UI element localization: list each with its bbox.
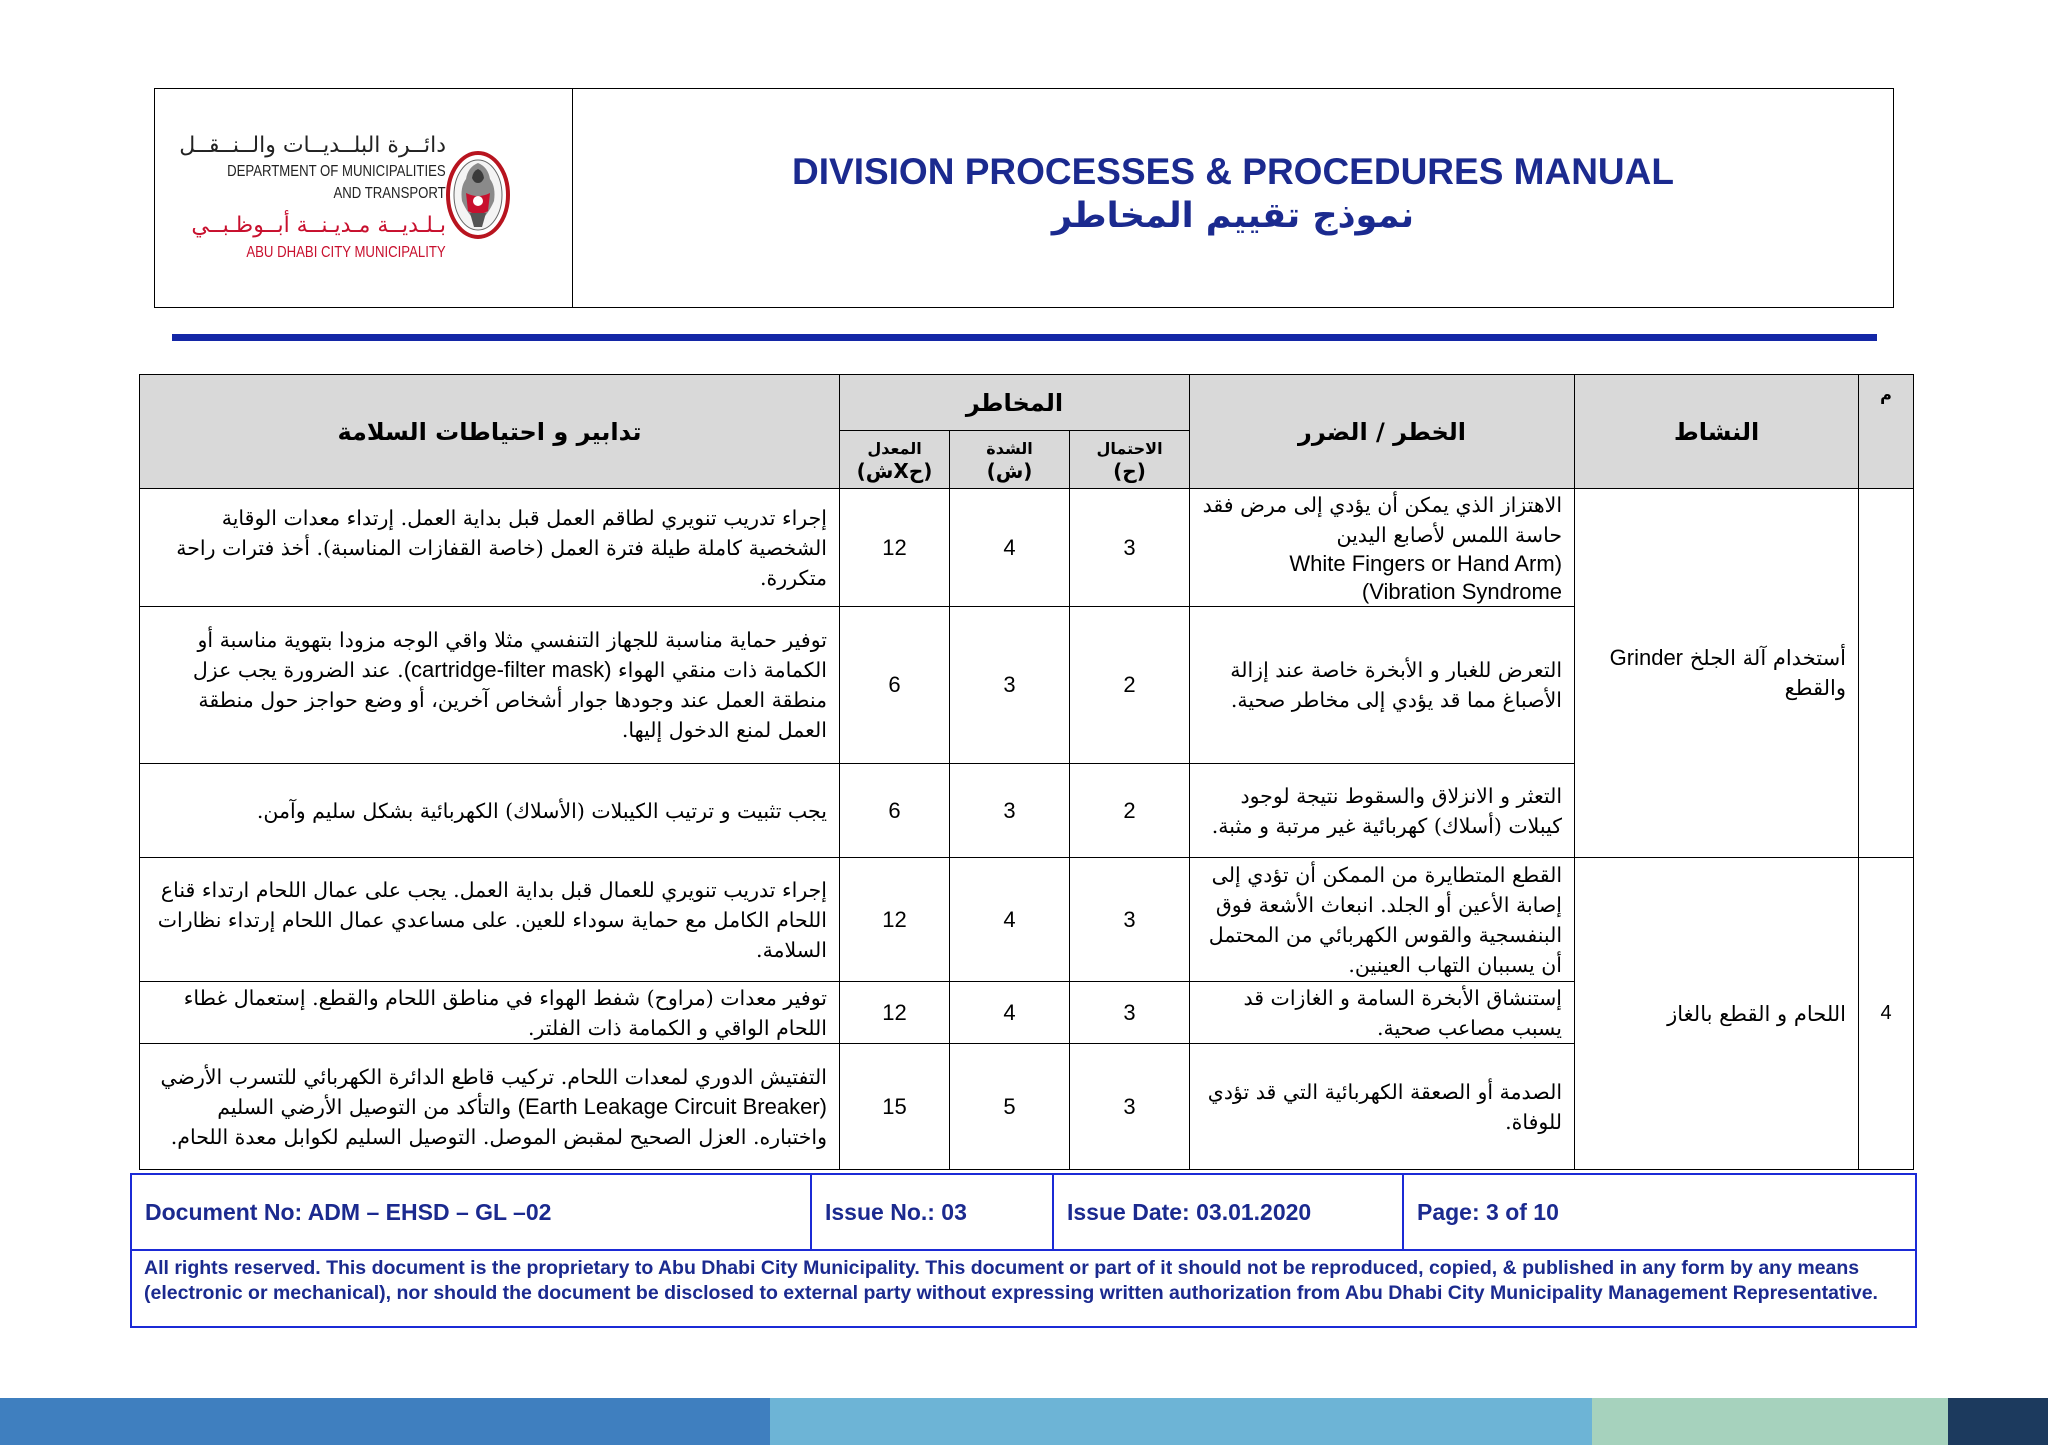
municipality-logo [155, 89, 573, 307]
header-severity [950, 431, 1070, 489]
header-rate-label: المعدل [867, 438, 922, 458]
footer-info-row [132, 1175, 1915, 1251]
table-header-row [140, 375, 1914, 431]
rights-notice: All rights reserved. This document is the proprietary to Abu Dhabi City Municipality. This document or part of it should not be reproduced, copied, & published in any form by any means (electronic or mechanical), nor should the document be disclosed to external party without expressing written authorization from Abu Dhabi City Municipality Management Representative. [144, 1257, 1878, 1304]
hazard-cell: القطع المتطايرة من الممكن أن تؤدي إلى إصابة الأعين أو الجلد. انبعاث الأشعة فوق البنفسجية والقوس الكهربائي من المحتمل أن يسببان التهاب العينين. [1190, 858, 1575, 982]
row-index [1859, 489, 1914, 858]
hazard-cell: إستنشاق الأبخرة السامة و الغازات قد يسبب مصاعب صحية. [1190, 982, 1575, 1044]
controls-text-cont: . عند الضرورة يجب عزل منطقة العمل عند وجودها جوار أشخاص آخرين، أو وضع حواجز حول منطقة العمل لمنع الدخول إليها. [192, 658, 827, 742]
severity-cell: 4 [950, 982, 1070, 1044]
severity-cell: 5 [950, 1044, 1070, 1170]
controls-cell [140, 607, 840, 764]
severity-cell: 4 [950, 858, 1070, 982]
probability-cell: 3 [1070, 1044, 1190, 1170]
falcon-emblem-icon [444, 143, 512, 243]
rate-cell: 12 [840, 982, 950, 1044]
document-footer [130, 1173, 1917, 1328]
probability-cell: 2 [1070, 764, 1190, 858]
risk-assessment-table [139, 374, 1914, 1170]
issue-date: Issue Date: 03.01.2020 [1054, 1175, 1404, 1249]
manual-title-english: DIVISION PROCESSES & PROCEDURES MANUAL [792, 151, 1674, 192]
activity-cell [1575, 489, 1859, 858]
rate-cell: 6 [840, 764, 950, 858]
controls-cell: إجراء تدريب تنويري للعمال قبل بداية العمل. يجب على عمال اللحام ارتداء قناع اللحام الكامل مع حماية سوداء للعين. على مساعدي عمال اللحام إرتداء نظارات السلامة. [140, 858, 840, 982]
logo-english-municipality: ABU DHABI CITY MUNICIPALITY [246, 244, 446, 261]
issue-number: Issue No.: 03 [812, 1175, 1054, 1249]
manual-title-arabic: نموذج تقييم المخاطر [1051, 196, 1415, 236]
logo-arabic-municipality: بـلـديــة مـديـنــة أبــوظـبــي [191, 213, 446, 238]
activity-cell: اللحام و القطع بالغاز [1575, 858, 1859, 1170]
document-number: Document No: ADM – EHSD – GL –02 [132, 1175, 812, 1249]
header-probability-symbol: (ح) [1113, 458, 1146, 483]
severity-cell: 3 [950, 764, 1070, 858]
controls-cell: إجراء تدريب تنويري لطاقم العمل قبل بداية العمل. إرتداء معدات الوقاية الشخصية كاملة طيلة فترة العمل (خاصة القفازات المناسبة). أخذ فترات راحة متكررة. [140, 489, 840, 607]
header-severity-label: الشدة [986, 438, 1033, 458]
header-divider [172, 334, 1877, 341]
rate-cell: 15 [840, 1044, 950, 1170]
logo-arabic-department: دائــرة البلــديــات والــنــقــل [179, 133, 446, 158]
rate-cell: 6 [840, 607, 950, 764]
header-probability [1070, 431, 1190, 489]
header-index: م [1859, 375, 1914, 489]
controls-english-text: (cartridge-filter mask) [403, 657, 612, 682]
footer-band-segment [770, 1398, 1592, 1445]
header-risks: المخاطر [840, 375, 1190, 431]
logo-english-transport: AND TRANSPORT [333, 185, 446, 202]
header-probability-label: الاحتمال [1096, 438, 1163, 458]
controls-cell [140, 1044, 840, 1170]
hazard-text: الاهتزاز الذي يمكن أن يؤدي إلى مرض فقد حاسة اللمس لأصابع اليدين [1202, 492, 1563, 547]
footer-band-segment [1948, 1398, 2048, 1445]
manual-title-block [573, 89, 1893, 307]
activity-english: Grinder [1609, 645, 1683, 670]
severity-cell: 3 [950, 607, 1070, 764]
probability-cell: 3 [1070, 858, 1190, 982]
activity-arabic: أستخدام آلة الجلخ [1689, 646, 1847, 670]
header-severity-symbol: (ش) [986, 458, 1033, 483]
hazard-cell: الصدمة أو الصعقة الكهربائية التي قد تؤدي للوفاة. [1190, 1044, 1575, 1170]
footer-band-segment [0, 1398, 770, 1445]
table-row [140, 858, 1914, 982]
controls-english-text: (Earth Leakage Circuit Breaker) [517, 1093, 827, 1119]
activity-arabic-cont: والقطع [1784, 676, 1847, 700]
header-activity: النشاط [1575, 375, 1859, 489]
footer-band-segment [1592, 1398, 1948, 1445]
rate-cell: 12 [840, 489, 950, 607]
probability-cell: 3 [1070, 489, 1190, 607]
rate-cell: 12 [840, 858, 950, 982]
severity-cell: 4 [950, 489, 1070, 607]
header-rate [840, 431, 950, 489]
logo-english-department: DEPARTMENT OF MUNICIPALITIES [227, 163, 446, 180]
hazard-cell: التعرض للغبار و الأبخرة خاصة عند إزالة الأصباغ مما قد يؤدي إلى مخاطر صحية. [1190, 607, 1575, 764]
header-rate-symbol: (حXش) [856, 458, 933, 483]
document-header [154, 88, 1894, 308]
controls-text: توفير حماية مناسبة للجهاز التنفسي مثلا واقي الوجه مزودا بتهوية مناسبة أو الكمامة ذات منقي الهواء [197, 628, 827, 682]
header-controls: تدابير و احتياطات السلامة [140, 375, 840, 489]
probability-cell: 3 [1070, 982, 1190, 1044]
hazard-cell [1190, 489, 1575, 607]
controls-text: التفتيش الدوري لمعدات اللحام. تركيب قاطع الدائرة الكهربائي للتسرب الأرضي [160, 1064, 827, 1089]
controls-text-cont: والتأكد من التوصيل الأرضي السليم واختباره. العزل الصحيح لمقبض الموصل. التوصيل السليم لكوابل معدة اللحام. [170, 1094, 827, 1149]
header-hazard: الخطر / الضرر [1190, 375, 1575, 489]
probability-cell: 2 [1070, 607, 1190, 764]
table-row [140, 489, 1914, 607]
row-index: 4 [1859, 858, 1914, 1170]
page-number: Page: 3 of 10 [1417, 1198, 1559, 1225]
logo-wordmark [179, 131, 446, 263]
controls-cell: توفير معدات (مراوح) شفط الهواء في مناطق اللحام والقطع. إستعمال غطاء اللحام الواقي و الكمامة ذات الفلتر. [140, 982, 840, 1044]
hazard-cell: التعثر و الانزلاق والسقوط نتيجة لوجود كيبلات (أسلاك) كهربائية غير مرتبة و مثبة. [1190, 764, 1575, 858]
hazard-english-text: (White Fingers or Hand Arm Vibration Syndrome) [1289, 550, 1563, 604]
controls-cell: يجب تثبيت و ترتيب الكيبلات (الأسلاك) الكهربائية بشكل سليم وآمن. [140, 764, 840, 858]
